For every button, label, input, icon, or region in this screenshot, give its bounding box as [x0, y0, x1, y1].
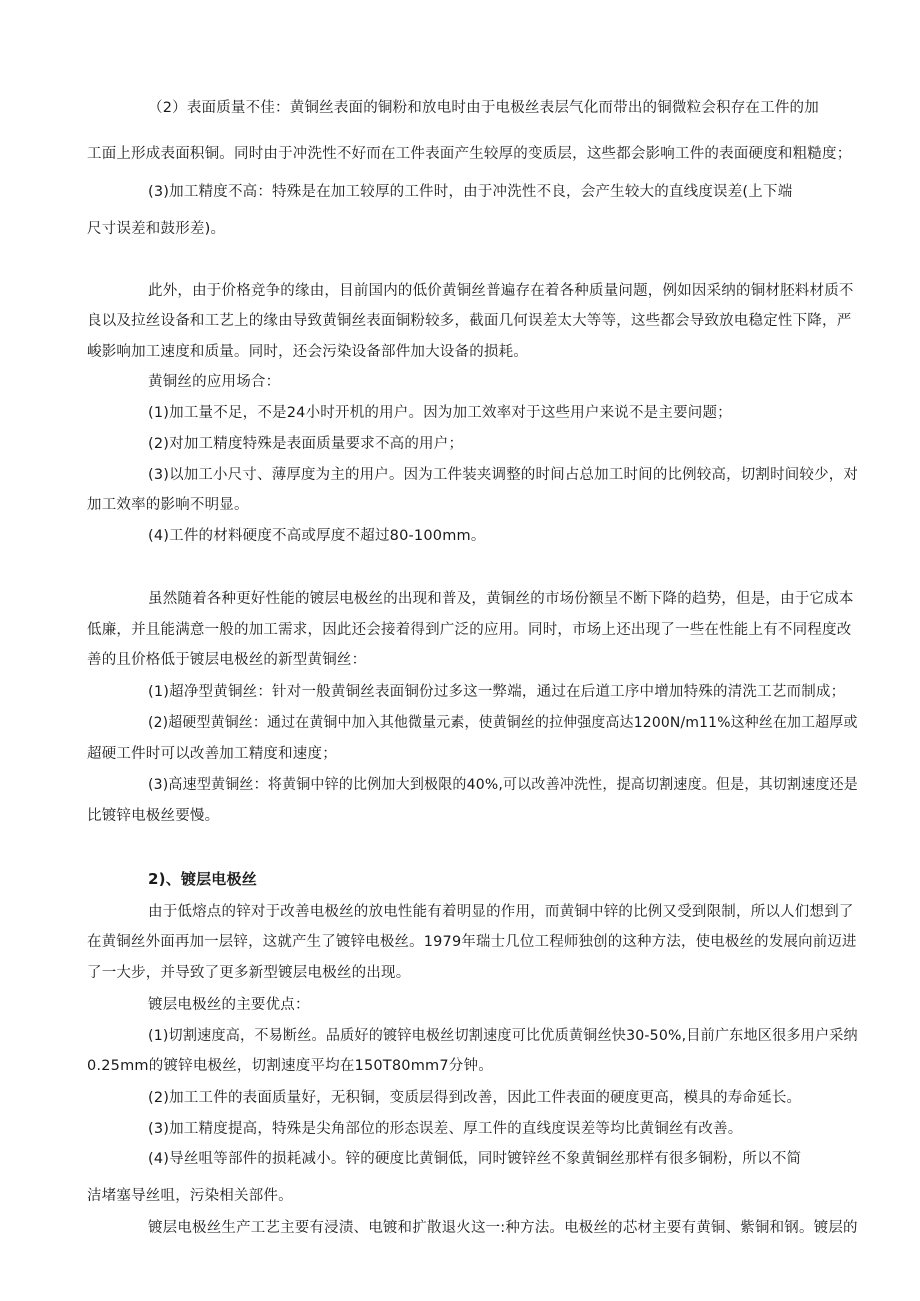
paragraph-line: 镀层电极丝的主要优点：	[148, 997, 310, 1013]
paragraph-line: 洁堵塞导丝咀，污染相关部件。	[87, 1188, 293, 1204]
paragraph-line: 由于低熔点的锌对于改善电极丝的放电性能有着明显的作用，而黄铜中锌的比例又受到限制，所以人们想到了	[148, 904, 854, 920]
paragraph-line: 0.25mm的镀锌电极丝，切割速度平均在150T80mm7分钟。	[87, 1058, 493, 1074]
paragraph-line: (2)加工工件的表面质量好，无积铜，变质层得到改善，因此工件表面的硬度更高，模具的寿命延长。	[148, 1090, 802, 1106]
paragraph-line: (1)超净型黄铜丝：针对一般黄铜丝表面铜份过多这一弊端，通过在后道工序中增加特殊的清洗工艺而制成；	[148, 684, 846, 700]
paragraph-line: （2）表面质量不佳：黄铜丝表面的铜粉和放电时由于电极丝表层气化而带出的铜微粒会积存在工件的加	[148, 100, 819, 116]
paragraph-line: (3)加工精度不高：特殊是在加工较厚的工件时，由于冲洗性不良，会产生较大的直线度误差(上下端	[148, 184, 793, 200]
paragraph-line: 低廉，并且能满意一般的加工需求，因此还会接着得到广泛的应用。同时，市场上还出现了一些在性能上有不同程度改	[87, 622, 852, 638]
paragraph-line: 加工效率的影响不明显。	[87, 497, 249, 513]
paragraph-line: (2)对加工精度特殊是表面质量要求不高的用户；	[148, 436, 464, 452]
paragraph-line: 良以及拉丝设备和工艺上的缘由导致黄铜丝表面铜粉较多，截面几何误差太大等等，这些都会导致放电稳定性下降，严	[87, 313, 852, 329]
paragraph-line: 虽然随着各种更好性能的镀层电极丝的出现和普及，黄铜丝的市场份额呈不断下降的趋势，但是，由于它成本	[148, 591, 854, 607]
paragraph-line: (3)高速型黄铜丝：将黄铜中锌的比例加大到极限的40%,可以改善冲洗性，提高切割速度。但是，其切割速度还是	[148, 777, 858, 793]
paragraph-line: 尺寸误差和鼓形差)。	[87, 221, 226, 237]
paragraph-line: 善的且价格低于镀层电极丝的新型黄铜丝：	[87, 652, 367, 668]
paragraph-line: 超硬工件时可以改善加工精度和速度；	[87, 746, 337, 762]
paragraph-line: (1)切割速度高，不易断丝。品质好的镀锌电极丝切割速度可比优质黄铜丝快30-50%,目前广东地区很多用户采纳	[148, 1028, 858, 1044]
section-heading: 2)、镀层电极丝	[148, 870, 257, 888]
paragraph-line: (2)超硬型黄铜丝：通过在黄铜中加入其他微量元素，使黄铜丝的拉伸强度高达1200N∕m11%这种丝在加工超厚或	[148, 715, 858, 731]
paragraph-line: 在黄铜丝外面再加一层锌，这就产生了镀锌电极丝。1979年瑞士几位工程师独创的这种方法，使电极丝的发展向前迈进	[87, 934, 857, 950]
paragraph-line: 镀层电极丝生产工艺主要有浸渍、电镀和扩散退火这一:种方法。电极丝的芯材主要有黄铜、紫铜和钢。镀层的	[148, 1220, 858, 1236]
paragraph-line: (3)加工精度提高，特殊是尖角部位的形态误差、厚工件的直线度误差等均比黄铜丝有改善。	[148, 1121, 743, 1137]
paragraph-line: 了一大步，并导致了更多新型镀层电极丝的出现。	[87, 965, 411, 981]
paragraph-line: 黄铜丝的应用场合：	[148, 374, 281, 390]
paragraph-line: 此外，由于价格竞争的缘由，目前国内的低价黄铜丝普遍存在着各种质量问题，例如因采纳的铜材胚料材质不	[148, 283, 854, 299]
paragraph-line: (1)加工量不足，不是24小时开机的用户。因为加工效率对于这些用户来说不是主要问题；	[148, 405, 732, 421]
paragraph-line: 比镀锌电极丝要慢。	[87, 808, 220, 824]
paragraph-line: 峻影响加工速度和质量。同时，还会污染设备部件加大设备的损耗。	[87, 344, 528, 360]
paragraph-line: (3)以加工小尺寸、薄厚度为主的用户。因为工件装夹调整的时间占总加工时间的比例较高，切割时间较少，对	[148, 467, 859, 483]
paragraph-line: (4)工件的材料硬度不高或厚度不超过80-100mm。	[148, 528, 486, 544]
paragraph-line: 工面上形成表面积铜。同时由于冲洗性不好而在工件表面产生较厚的变质层，这些都会影响工件的表面硬度和粗糙度；	[87, 146, 852, 162]
paragraph-line: (4)导丝咀等部件的损耗减小。锌的硬度比黄铜低，同时镀锌丝不象黄铜丝那样有很多铜粉，所以不简	[148, 1151, 802, 1167]
